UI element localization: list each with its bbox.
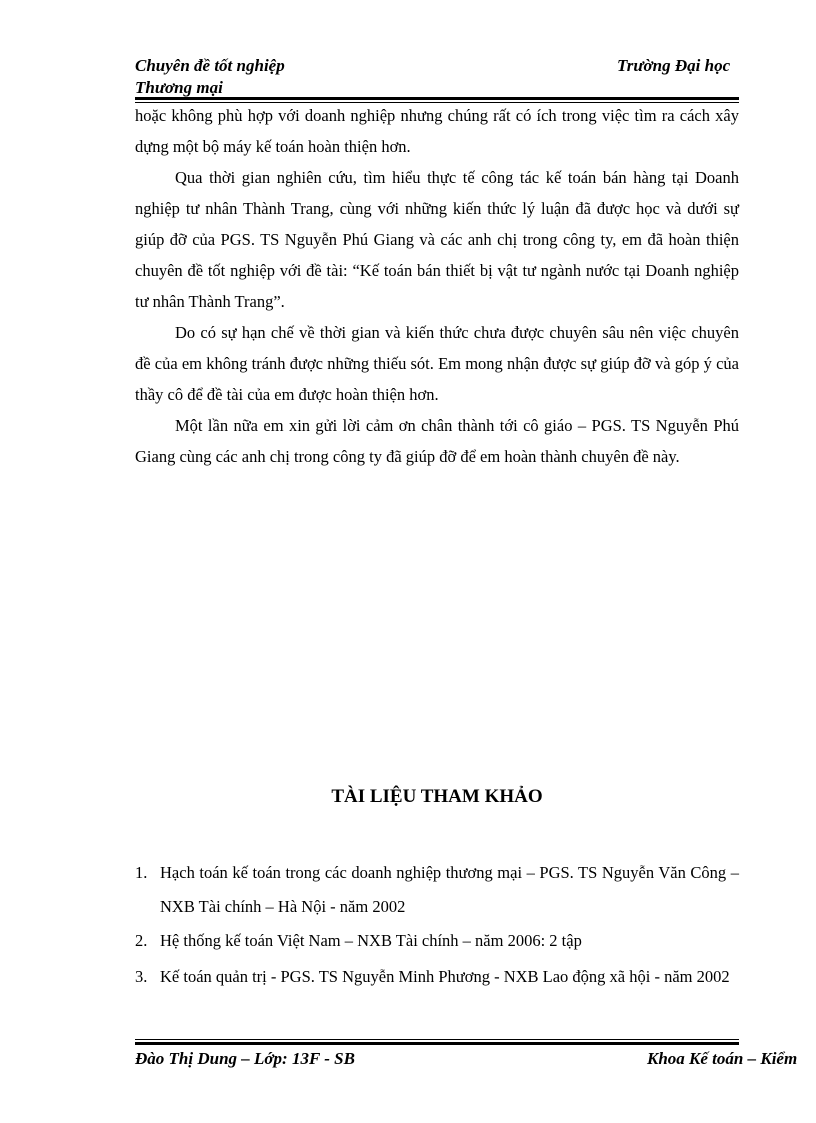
reference-item: [135, 856, 739, 924]
reference-text: Hệ thống kế toán Việt Nam – NXB Tài chính – năm 2006: 2 tập: [160, 931, 582, 950]
references-title: TÀI LIỆU THAM KHẢO: [331, 786, 543, 807]
footer-rule-thin: [135, 1039, 739, 1040]
body-text: [135, 100, 739, 472]
reference-item: [135, 960, 739, 994]
paragraph-3: Do có sự hạn chế về thời gian và kiến thức chưa được chuyên sâu nên việc chuyên đề của em không tránh được những thiếu sót. Em mong nhận được sự giúp đỡ và góp ý của thầy cô để đề tài của em được hoàn thiện hơn.: [135, 323, 739, 404]
paragraph-4: Một lần nữa em xin gửi lời cảm ơn chân thành tới cô giáo – PGS. TS Nguyễn Phú Giang cùng các anh chị trong công ty đã giúp đỡ để em hoàn thành chuyên đề này.: [135, 416, 739, 466]
footer-rule-thick: [135, 1042, 739, 1045]
header-right: Trường Đại học: [617, 56, 731, 75]
paragraph-1: hoặc không phù hợp với doanh nghiệp nhưng chúng rất có ích trong việc tìm ra cách xây dựng một bộ máy kế toán hoàn thiện hơn.: [135, 106, 739, 156]
reference-number: 3.: [135, 967, 148, 986]
footer-department: Khoa Kế toán – Kiểm: [647, 1049, 798, 1068]
footer-author: Đào Thị Dung – Lớp: 13F - SB: [135, 1049, 355, 1068]
reference-number: 2.: [135, 931, 148, 950]
paragraph-2: Qua thời gian nghiên cứu, tìm hiểu thực tế công tác kế toán bán hàng tại Doanh nghiệp tư nhân Thành Trang, cùng với những kiến thức lý luận đã được học và dưới sự giúp đỡ của PGS. TS Nguyễn Phú Giang và các anh chị trong công ty, em đã hoàn thiện chuyên đề tốt nghiệp với đề tài: “Kế toán bán thiết bị vật tư ngành nước tại Doanh nghiệp tư nhân Thành Trang”.: [135, 168, 739, 311]
header-title-line2: Thương mại: [135, 78, 223, 97]
reference-item: [135, 924, 739, 958]
header-left: [135, 56, 285, 100]
references-list: [135, 856, 739, 994]
reference-number: 1.: [135, 863, 148, 882]
reference-text: Kế toán quản trị - PGS. TS Nguyễn Minh Phương - NXB Lao động xã hội - năm 2002: [160, 967, 730, 986]
header-title-line1: Chuyên đề tốt nghiệp: [135, 56, 285, 75]
reference-text: Hạch toán kế toán trong các doanh nghiệp thương mại – PGS. TS Nguyễn Văn Công – NXB Tài chính – Hà Nội - năm 2002: [160, 863, 739, 916]
